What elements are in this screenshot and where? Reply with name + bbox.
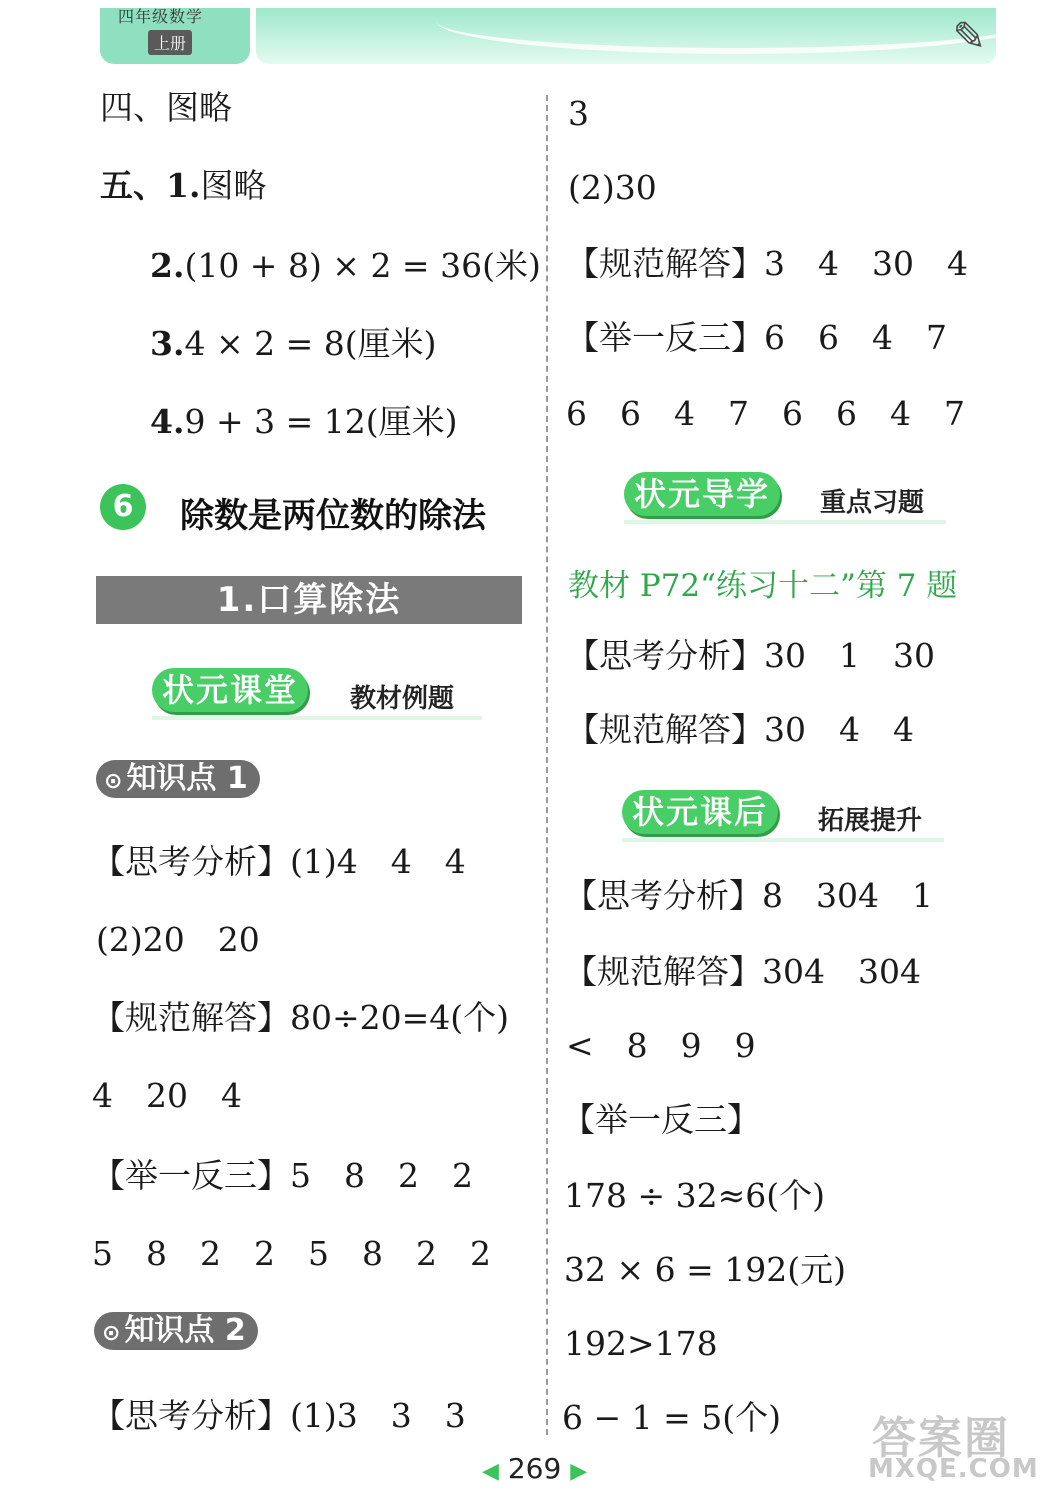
section-banner [624,472,946,524]
banner-subtitle: 教材例题 [350,684,455,714]
answer-line: (2)30 [568,168,657,207]
section-title-bar: 1.口算除法 [96,576,522,624]
answer-line: 4 20 4 [92,1076,242,1115]
item-number: 4. [150,402,185,441]
banner-pill: 状元课后 [622,790,778,834]
answer-line [150,402,457,442]
answer-line: 192>178 [564,1324,718,1363]
item-text: (10 + 8) × 2 = 36(米) [184,246,541,285]
answer-line: 【规范解答】30 4 4 [566,710,914,749]
answer-line [150,246,541,286]
answer-line: 【举一反三】6 6 4 7 [566,318,947,357]
banner-underline [152,716,482,720]
item-text: 4 × 2 = 8(厘米) [184,324,437,363]
item-text: 9 + 3 = 12(厘米) [184,402,458,441]
answer-line [150,324,436,364]
play-circle-icon: ⊙ [104,769,123,794]
book-title: 四年级数学 [118,7,204,26]
unit-title: 除数是两位数的除法 [180,496,486,536]
volume-tag: 上册 [148,30,192,55]
answer-line: 3 [568,94,589,133]
section-banner [152,668,482,720]
cartoon-scroll-icon: ✎ [952,14,986,60]
answer-line: 【规范解答】304 304 [564,952,921,991]
answer-line: (2)20 20 [96,920,260,959]
banner-underline [624,520,946,524]
watermark-text: 答案圈 [872,1413,1010,1464]
textbook-reference-title: 教材 P72“练习十二”第 7 题 [568,568,958,604]
knowledge-point-label: 知识点 1 [126,761,248,796]
section-banner [622,790,944,842]
banner-subtitle: 拓展提升 [818,806,923,836]
item-text: 图略 [200,166,267,205]
banner-pill: 状元导学 [624,472,780,516]
item-number: 2. [150,246,185,285]
answer-line: 【举一反三】 [562,1100,760,1139]
answer-line: 【思考分析】(1)3 3 3 [92,1396,466,1435]
column-divider [546,95,548,1435]
knowledge-point-tag [94,1312,258,1350]
banner-pill: 状元课堂 [152,668,308,712]
answer-line: 【思考分析】8 304 1 [564,876,933,915]
answer-line [100,166,266,206]
knowledge-point-tag [96,760,260,798]
knowledge-point-label: 知识点 2 [124,1313,246,1348]
item-number: 五、1. [100,166,201,205]
answer-line: 6 6 4 7 6 6 4 7 [566,394,965,433]
header-decorative-band [256,8,996,64]
wave-decoration [436,8,996,54]
answer-line: 【思考分析】30 1 30 [566,636,935,675]
answer-line: 【规范解答】80÷20=4(个) [92,998,510,1037]
watermark-logo [868,1402,1038,1492]
banner-underline [622,838,944,842]
play-circle-icon: ⊙ [102,1321,121,1346]
answer-line: 【思考分析】(1)4 4 4 [92,842,466,881]
answer-line: 32 × 6 = 192(元) [564,1250,846,1289]
banner-subtitle: 重点习题 [820,488,925,518]
page-number-text: 269 [507,1452,562,1485]
answer-line: 6 − 1 = 5(个) [562,1398,781,1437]
arrow-left-icon: ◀ [482,1459,499,1484]
answer-line: 5 8 2 2 5 8 2 2 [92,1234,491,1273]
answer-line: 【规范解答】3 4 30 4 [566,244,968,283]
arrow-right-icon: ▶ [570,1459,588,1484]
watermark-url: MXQE.COM [868,1454,1039,1484]
item-number: 3. [150,324,185,363]
answer-line: 【举一反三】5 8 2 2 [92,1156,473,1195]
answer-line: 178 ÷ 32≈6(个) [564,1176,826,1215]
page-number [482,1452,587,1485]
unit-number-badge: 6 [100,484,146,530]
answer-line: < 8 9 9 [566,1026,756,1065]
answer-line: 四、图略 [100,88,232,127]
